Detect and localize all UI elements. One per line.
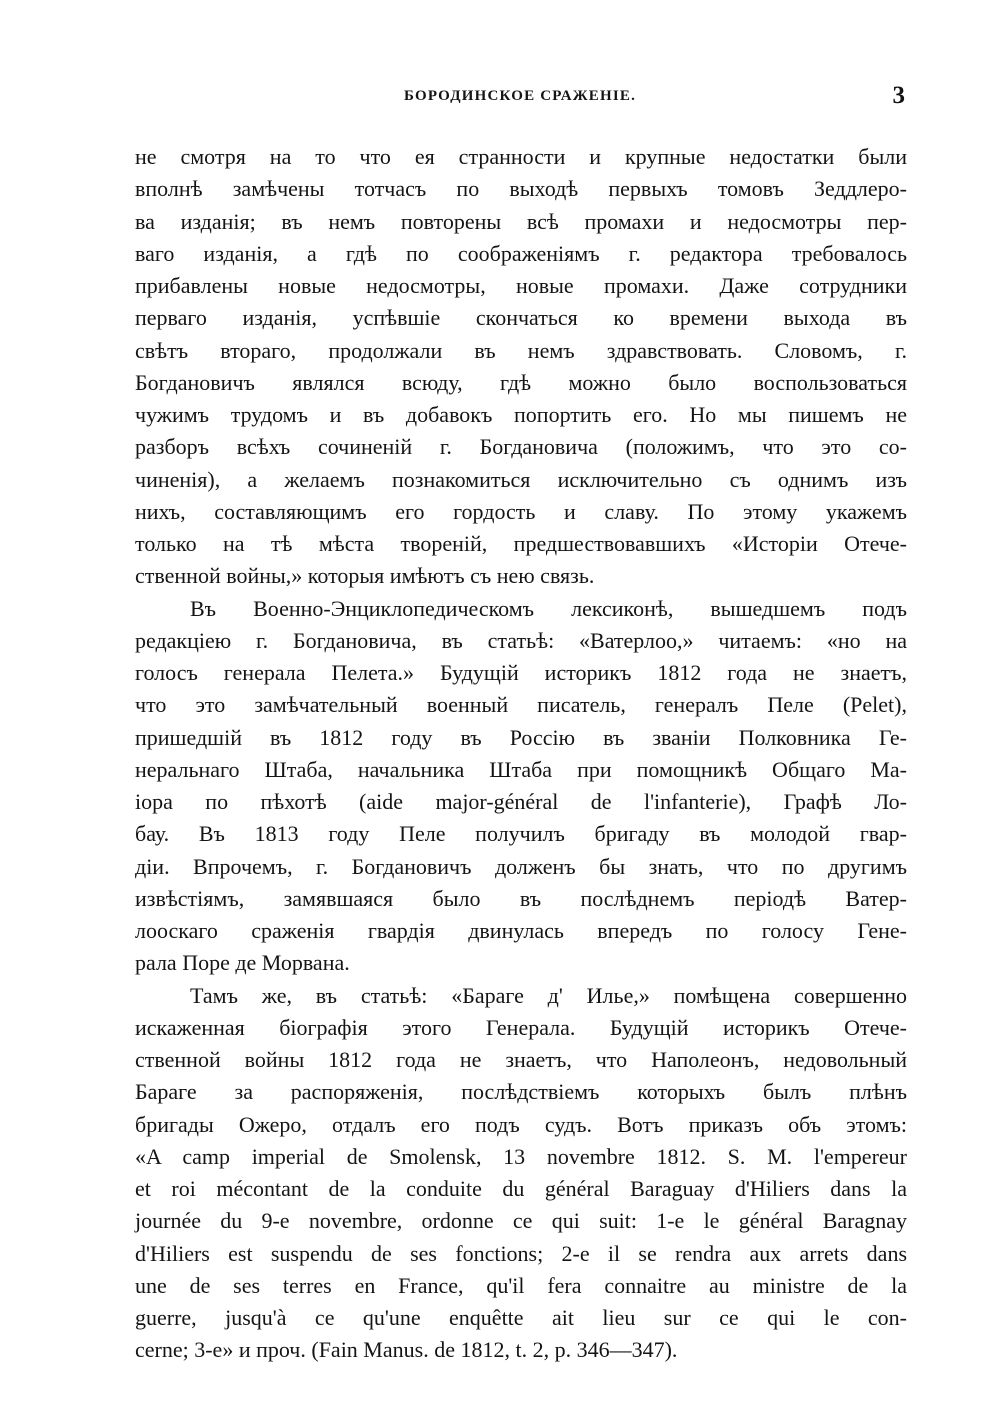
- paragraph-start-line: Тамъ же, въ статьѣ: «Бараге д' Илье,» помѣщена совершенно: [190, 982, 907, 1008]
- text-line: нихъ, составляющимъ его гордость и славу. По этому укажемъ: [135, 498, 907, 524]
- french-quote-line: une de ses terres en France, qu'il fera connaitre au ministre de la: [135, 1272, 907, 1298]
- text-line: Богдановичъ являлся всюду, гдѣ можно было воспользоваться: [135, 369, 907, 395]
- paragraph-end-line: рала Поре де Морвана.: [135, 950, 350, 976]
- text-line: только на тѣ мѣста твореній, предшествовавшихъ «Исторіи Отече-: [135, 531, 907, 556]
- text-line: Бараге за распоряженія, послѣдствіемъ которыхъ былъ плѣнъ: [135, 1079, 907, 1105]
- french-quote-line: d'Hiliers est suspendu de ses fonctions; 2-e il se rendra aux arrets dans: [135, 1240, 907, 1266]
- text-line: неральнаго Штаба, начальника Штаба при помощникѣ Общаго Ма-: [135, 756, 907, 782]
- text-line: перваго изданія, успѣвшіе скончаться ко времени выхода въ: [135, 305, 907, 331]
- citation-line: cerne; 3-e» и проч. (Fain Manus. de 1812, t. 2, p. 346—347).: [135, 1337, 678, 1363]
- french-quote-line: guerre, jusqu'à ce qu'une enquêtte ait lieu sur ce qui le con-: [135, 1305, 907, 1330]
- text-line: бригады Ожеро, отдалъ его подъ судъ. Вотъ приказъ объ этомъ:: [135, 1111, 907, 1137]
- text-line: вполнѣ замѣчены тотчасъ по выходѣ первыхъ томовъ Зеддлеро-: [135, 176, 907, 202]
- text-line: извѣстіямъ, замявшаяся было въ послѣднемъ періодѣ Ватер-: [135, 885, 907, 911]
- text-line: ваго изданія, а гдѣ по соображеніямъ г. редактора требовалось: [135, 240, 907, 266]
- text-line: голосъ генерала Пелета.» Будущій историкъ 1812 года не знаетъ,: [135, 660, 907, 685]
- paragraph-end-line: ственной войны,» которыя имѣютъ съ нею связь.: [135, 563, 595, 589]
- text-line: чиненія), а желаемъ познакомиться исключительно съ однимъ изъ: [135, 466, 907, 492]
- body-text: [135, 141, 907, 1367]
- text-line: редакціею г. Богдановича, въ статьѣ: «Ватерлоо,» читаемъ: «но на: [135, 627, 907, 653]
- text-line: разборъ всѣхъ сочиненій г. Богдановича (положимъ, что это со-: [135, 434, 907, 460]
- text-line: іора по пѣхотѣ (aide major-général de l'infanterie), Графѣ Ло-: [135, 789, 907, 814]
- paragraph-start-line: Въ Военно-Энциклопедическомъ лексиконѣ, вышедшемъ подъ: [190, 595, 907, 621]
- text-line: пришедшій въ 1812 году въ Россію въ званіи Полковника Ге-: [135, 724, 907, 750]
- text-line: что это замѣчательный военный писатель, генералъ Пеле (Pelet),: [135, 692, 907, 718]
- text-line: прибавлены новые недосмотры, новые промахи. Даже сотрудники: [135, 273, 907, 298]
- text-line: не смотря на то что ея странности и крупные недостатки были: [135, 144, 907, 169]
- text-line: ва изданія; въ немъ повторены всѣ промахи и недосмотры пер-: [135, 208, 907, 234]
- text-line: чужимъ трудомъ и въ добавокъ попортить его. Но мы пишемъ не: [135, 402, 907, 427]
- text-line: бау. Въ 1813 году Пеле получилъ бригаду въ молодой гвар-: [135, 821, 907, 847]
- french-quote-line: journée du 9-e novembre, ordonne ce qui suit: 1-e le général Baragnay: [135, 1208, 907, 1234]
- text-line: ственной войны 1812 года не знаетъ, что Наполеонъ, недовольный: [135, 1047, 907, 1072]
- text-line: искаженная біографія этого Генерала. Будущій историкъ Отече-: [135, 1014, 907, 1040]
- text-line: лооскаго сраженія гвардія двинулась впередъ по голосу Гене-: [135, 918, 907, 943]
- page-number: 3: [892, 82, 905, 109]
- text-line: діи. Впрочемъ, г. Богдановичъ долженъ бы знать, что по другимъ: [135, 853, 907, 879]
- running-title: БОРОДИНСКОЕ СРАЖЕНІЕ.: [403, 88, 637, 104]
- running-head: [135, 84, 905, 110]
- text-line: свѣтъ втораго, продолжали въ немъ здравствовать. Словомъ, г.: [135, 337, 907, 363]
- french-quote-line: et roi mécontant de la conduite du général Baraguay d'Hiliers dans la: [135, 1176, 907, 1201]
- french-quote-line: «A camp imperial de Smolensk, 13 novembre 1812. S. M. l'empereur: [135, 1143, 907, 1169]
